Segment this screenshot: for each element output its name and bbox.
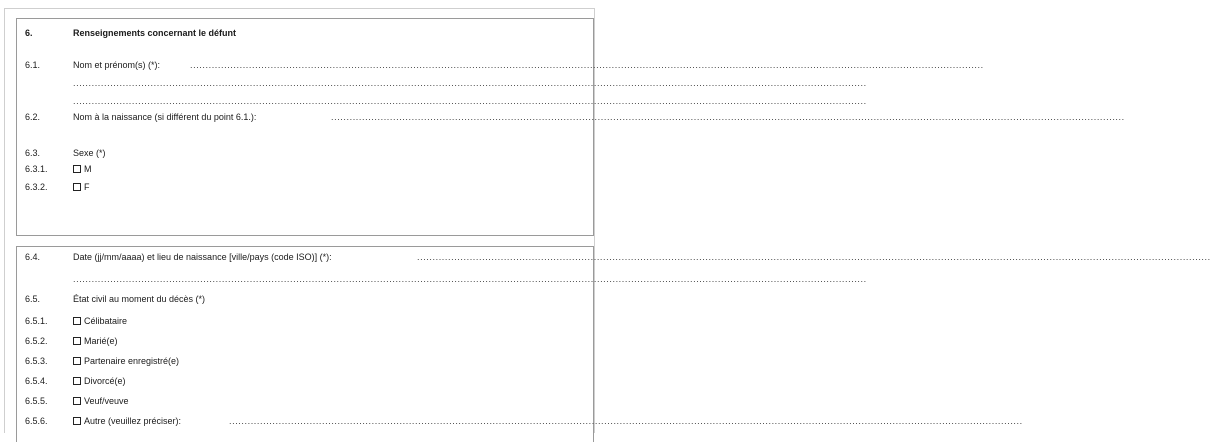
civil-option-registered-partner[interactable] (17, 353, 593, 369)
option-label: Veuf/veuve (84, 396, 129, 406)
sex-label: Sexe (*) (73, 148, 106, 158)
birth-date-field[interactable]: ................................................................................................................................................................................................................................................................ (417, 252, 1211, 262)
option-label: Autre (veuillez préciser): (84, 416, 182, 426)
section-6-header (17, 25, 593, 41)
sex-row (17, 145, 593, 161)
civil-status-label: État civil au moment du décès (*) (73, 294, 206, 304)
birth-date-row (17, 249, 1211, 265)
civil-option-other[interactable] (17, 413, 1023, 429)
field-number: 6.1. (25, 60, 41, 70)
birth-date-label: Date (jj/mm/aaaa) et lieu de naissance [ville/pays (code ISO)] (*): (73, 252, 332, 262)
birth-name-row (17, 109, 1125, 125)
name-label: Nom et prénom(s) (*): (73, 60, 161, 70)
checkbox-widowed[interactable] (73, 397, 81, 405)
document-frame (4, 8, 1211, 433)
checkbox-single[interactable] (73, 317, 81, 325)
option-number: 6.5.2. (25, 336, 48, 346)
field-number: 6.4. (25, 252, 41, 262)
other-specify-field[interactable]: ................................................................................................................................................................................................................................................................ (229, 416, 1023, 426)
civil-option-divorced[interactable] (17, 373, 593, 389)
section-title: Renseignements concernant le défunt (73, 28, 237, 38)
option-number: 6.3.2. (25, 182, 48, 192)
birth-name-field[interactable]: ................................................................................................................................................................................................................................................................ (331, 112, 1125, 122)
checkbox-other[interactable] (73, 417, 81, 425)
civil-option-single[interactable] (17, 313, 593, 329)
civil-option-married[interactable] (17, 333, 593, 349)
checkbox-registered-partner[interactable] (73, 357, 81, 365)
option-number: 6.5.5. (25, 396, 48, 406)
name-field-line-3[interactable]: ................................................................................................................................................................................................................................................................ (73, 96, 867, 106)
checkbox-male[interactable] (73, 165, 81, 173)
option-number: 6.5.4. (25, 376, 48, 386)
name-continuation-1 (17, 75, 867, 91)
sex-option-m[interactable] (17, 161, 593, 177)
name-field-line-2[interactable]: ................................................................................................................................................................................................................................................................ (73, 78, 867, 88)
name-continuation-2 (17, 93, 867, 109)
birth-date-field-line-2[interactable]: ................................................................................................................................................................................................................................................................ (73, 274, 867, 284)
name-field[interactable]: ................................................................................................................................................................................................................................................................ (190, 60, 984, 70)
field-number: 6.3. (25, 148, 41, 158)
birth-name-label: Nom à la naissance (si différent du point 6.1.): (73, 112, 257, 122)
option-number: 6.5.6. (25, 416, 48, 426)
checkbox-married[interactable] (73, 337, 81, 345)
name-row (17, 57, 984, 73)
sex-option-f[interactable] (17, 179, 593, 195)
birth-and-civil-status-box (16, 246, 1211, 442)
section-number: 6. (25, 28, 33, 38)
field-number: 6.2. (25, 112, 41, 122)
civil-status-row (17, 291, 593, 307)
option-label: Partenaire enregistré(e) (84, 356, 180, 366)
option-number: 6.5.1. (25, 316, 48, 326)
option-label: M (84, 164, 92, 174)
option-label: Marié(e) (84, 336, 118, 346)
option-label: Célibataire (84, 316, 128, 326)
option-label: F (84, 182, 90, 192)
checkbox-female[interactable] (73, 183, 81, 191)
option-number: 6.3.1. (25, 164, 48, 174)
option-label: Divorcé(e) (84, 376, 126, 386)
field-number: 6.5. (25, 294, 41, 304)
deceased-info-box (16, 18, 1125, 236)
birth-date-continuation (17, 271, 867, 287)
civil-option-widowed[interactable] (17, 393, 593, 409)
option-number: 6.5.3. (25, 356, 48, 366)
checkbox-divorced[interactable] (73, 377, 81, 385)
